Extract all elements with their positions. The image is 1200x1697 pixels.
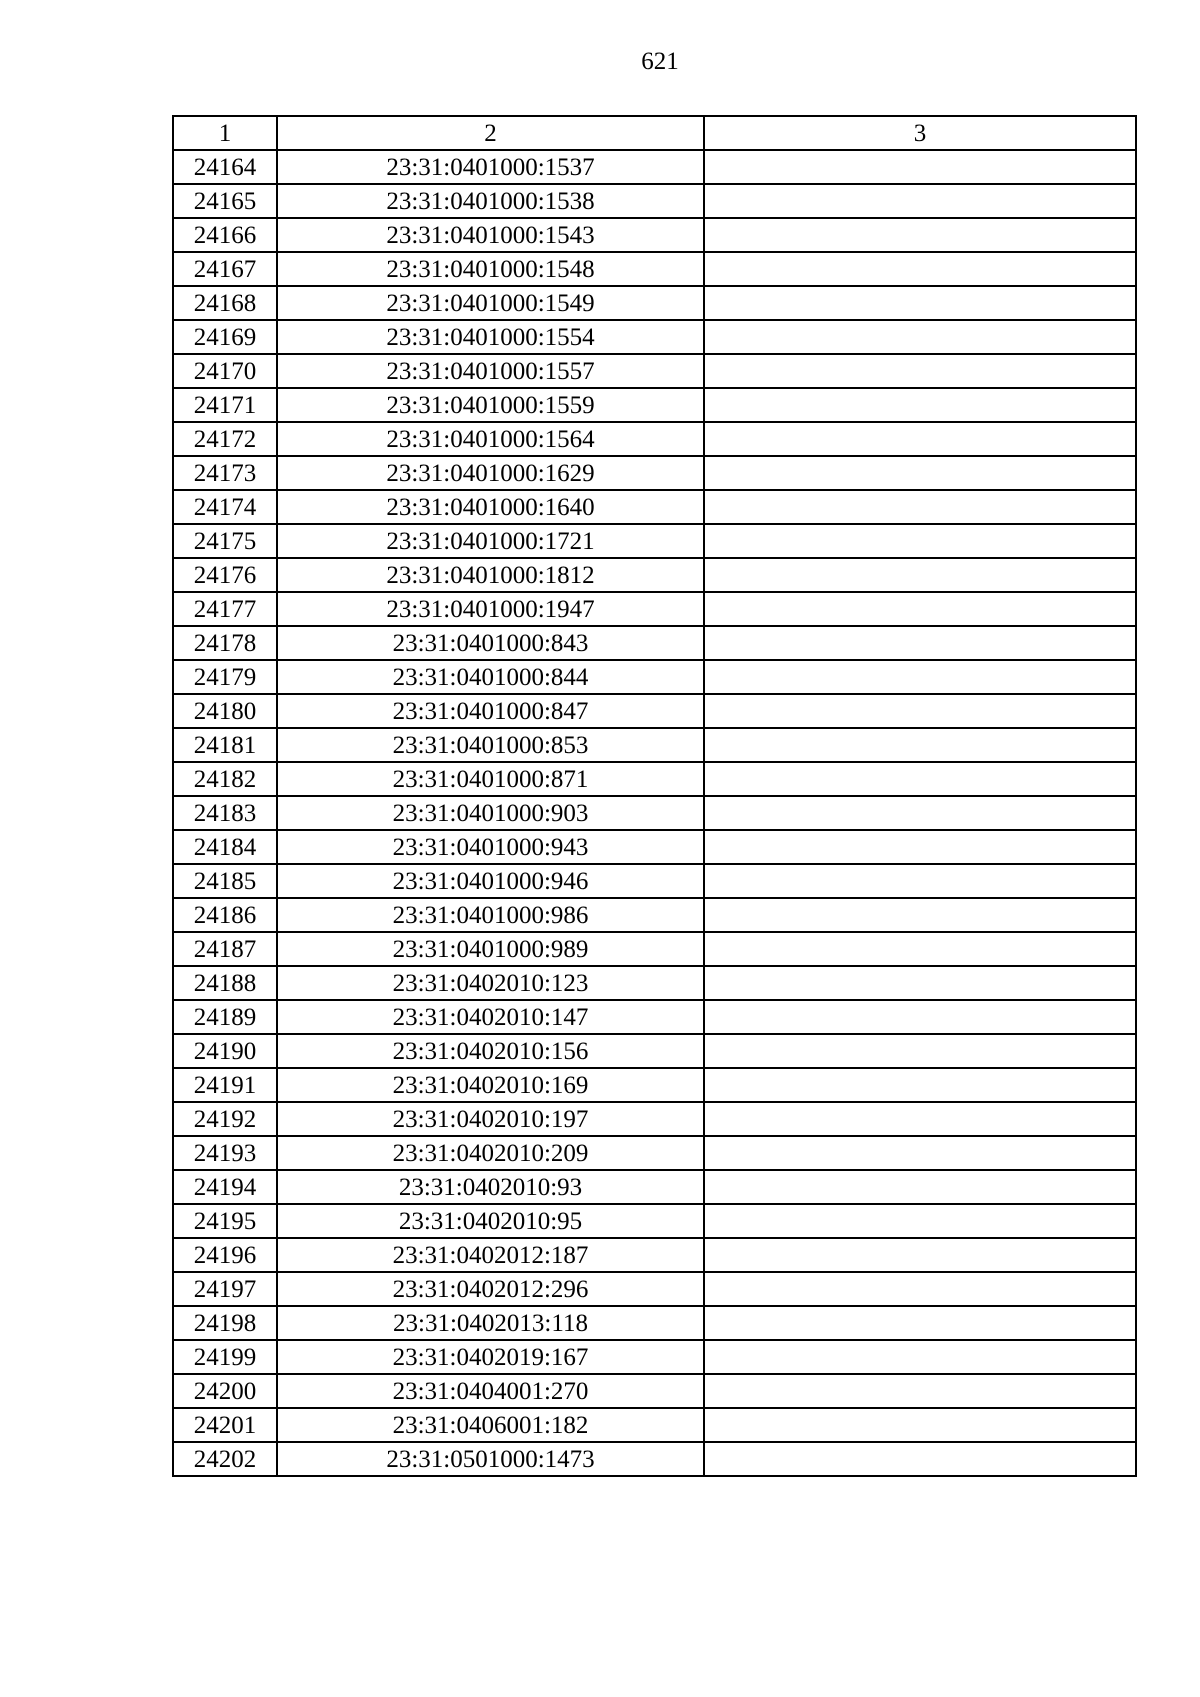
table-row <box>173 1306 1136 1340</box>
cadastral-number-cell: 23:31:0402010:169 <box>277 1068 704 1102</box>
note-cell <box>704 1408 1136 1442</box>
cadastral-number-cell: 23:31:0402010:123 <box>277 966 704 1000</box>
row-number-cell: 24201 <box>173 1408 277 1442</box>
table-row <box>173 1136 1136 1170</box>
table-row <box>173 694 1136 728</box>
row-number-cell: 24184 <box>173 830 277 864</box>
row-number-cell: 24183 <box>173 796 277 830</box>
row-number-cell: 24169 <box>173 320 277 354</box>
table-row <box>173 1034 1136 1068</box>
cadastral-number-cell: 23:31:0402010:147 <box>277 1000 704 1034</box>
row-number-cell: 24176 <box>173 558 277 592</box>
row-number-cell: 24165 <box>173 184 277 218</box>
row-number-cell: 24172 <box>173 422 277 456</box>
cadastral-number-cell: 23:31:0401000:1549 <box>277 286 704 320</box>
row-number-cell: 24189 <box>173 1000 277 1034</box>
row-number-cell: 24179 <box>173 660 277 694</box>
note-cell <box>704 252 1136 286</box>
cadastral-number-cell: 23:31:0402010:93 <box>277 1170 704 1204</box>
table-row <box>173 898 1136 932</box>
table-row <box>173 1068 1136 1102</box>
page-number: 621 <box>641 48 679 75</box>
cadastral-number-cell: 23:31:0406001:182 <box>277 1408 704 1442</box>
note-cell <box>704 762 1136 796</box>
note-cell <box>704 1272 1136 1306</box>
row-number-cell: 24178 <box>173 626 277 660</box>
row-number-cell: 24168 <box>173 286 277 320</box>
note-cell <box>704 490 1136 524</box>
cadastral-number-cell: 23:31:0401000:1537 <box>277 150 704 184</box>
note-cell <box>704 932 1136 966</box>
table-row <box>173 592 1136 626</box>
cadastral-number-cell: 23:31:0401000:1538 <box>277 184 704 218</box>
row-number-cell: 24173 <box>173 456 277 490</box>
row-number-cell: 24193 <box>173 1136 277 1170</box>
cadastral-number-cell: 23:31:0402019:167 <box>277 1340 704 1374</box>
row-number-cell: 24198 <box>173 1306 277 1340</box>
cadastral-number-cell: 23:31:0401000:853 <box>277 728 704 762</box>
table-row <box>173 320 1136 354</box>
row-number-cell: 24171 <box>173 388 277 422</box>
cadastral-number-cell: 23:31:0401000:847 <box>277 694 704 728</box>
note-cell <box>704 388 1136 422</box>
cadastral-number-cell: 23:31:0401000:1548 <box>277 252 704 286</box>
cadastral-number-cell: 23:31:0401000:871 <box>277 762 704 796</box>
cadastral-number-cell: 23:31:0401000:989 <box>277 932 704 966</box>
cadastral-number-cell: 23:31:0402012:187 <box>277 1238 704 1272</box>
table-row <box>173 626 1136 660</box>
row-number-cell: 24195 <box>173 1204 277 1238</box>
row-number-cell: 24190 <box>173 1034 277 1068</box>
table-row <box>173 1102 1136 1136</box>
table-row <box>173 286 1136 320</box>
note-cell <box>704 218 1136 252</box>
row-number-cell: 24181 <box>173 728 277 762</box>
cadastral-number-cell: 23:31:0402010:197 <box>277 1102 704 1136</box>
cadastral-number-cell: 23:31:0401000:1543 <box>277 218 704 252</box>
cadastral-number-cell: 23:31:0401000:844 <box>277 660 704 694</box>
table-row <box>173 354 1136 388</box>
cadastral-number-cell: 23:31:0401000:986 <box>277 898 704 932</box>
note-cell <box>704 1000 1136 1034</box>
cadastral-number-cell: 23:31:0402012:296 <box>277 1272 704 1306</box>
column-header-2: 2 <box>277 116 704 150</box>
cadastral-number-cell: 23:31:0401000:903 <box>277 796 704 830</box>
row-number-cell: 24182 <box>173 762 277 796</box>
table-row <box>173 388 1136 422</box>
note-cell <box>704 1170 1136 1204</box>
cadastral-number-cell: 23:31:0401000:1554 <box>277 320 704 354</box>
note-cell <box>704 660 1136 694</box>
note-cell <box>704 1102 1136 1136</box>
table-row <box>173 830 1136 864</box>
table-header-row <box>173 116 1136 150</box>
row-number-cell: 24187 <box>173 932 277 966</box>
column-header-1: 1 <box>173 116 277 150</box>
cadastral-number-cell: 23:31:0404001:270 <box>277 1374 704 1408</box>
table-row <box>173 1204 1136 1238</box>
table-row <box>173 490 1136 524</box>
table-row <box>173 1238 1136 1272</box>
note-cell <box>704 694 1136 728</box>
table-row <box>173 762 1136 796</box>
cadastral-number-cell: 23:31:0401000:1629 <box>277 456 704 490</box>
table-row <box>173 184 1136 218</box>
note-cell <box>704 1442 1136 1476</box>
row-number-cell: 24199 <box>173 1340 277 1374</box>
column-header-3: 3 <box>704 116 1136 150</box>
row-number-cell: 24170 <box>173 354 277 388</box>
note-cell <box>704 354 1136 388</box>
row-number-cell: 24185 <box>173 864 277 898</box>
cadastral-number-cell: 23:31:0402010:156 <box>277 1034 704 1068</box>
note-cell <box>704 422 1136 456</box>
cadastral-number-cell: 23:31:0401000:943 <box>277 830 704 864</box>
row-number-cell: 24175 <box>173 524 277 558</box>
note-cell <box>704 592 1136 626</box>
row-number-cell: 24174 <box>173 490 277 524</box>
table-row <box>173 1170 1136 1204</box>
note-cell <box>704 1306 1136 1340</box>
cadastral-number-cell: 23:31:0401000:1947 <box>277 592 704 626</box>
note-cell <box>704 728 1136 762</box>
table-row <box>173 558 1136 592</box>
cadastral-number-cell: 23:31:0401000:1564 <box>277 422 704 456</box>
note-cell <box>704 1068 1136 1102</box>
note-cell <box>704 1238 1136 1272</box>
table-row <box>173 728 1136 762</box>
row-number-cell: 24166 <box>173 218 277 252</box>
table-row <box>173 1340 1136 1374</box>
row-number-cell: 24164 <box>173 150 277 184</box>
table-row <box>173 524 1136 558</box>
cadastral-number-cell: 23:31:0401000:1640 <box>277 490 704 524</box>
note-cell <box>704 184 1136 218</box>
row-number-cell: 24197 <box>173 1272 277 1306</box>
table-row <box>173 1442 1136 1476</box>
table-row <box>173 218 1136 252</box>
note-cell <box>704 1034 1136 1068</box>
note-cell <box>704 150 1136 184</box>
table-row <box>173 1000 1136 1034</box>
note-cell <box>704 286 1136 320</box>
table-row <box>173 1408 1136 1442</box>
cadastral-number-cell: 23:31:0402013:118 <box>277 1306 704 1340</box>
note-cell <box>704 1136 1136 1170</box>
note-cell <box>704 830 1136 864</box>
table-row <box>173 1374 1136 1408</box>
table-body <box>173 150 1136 1476</box>
cadastral-number-cell: 23:31:0401000:1721 <box>277 524 704 558</box>
row-number-cell: 24202 <box>173 1442 277 1476</box>
row-number-cell: 24192 <box>173 1102 277 1136</box>
table-row <box>173 796 1136 830</box>
note-cell <box>704 558 1136 592</box>
note-cell <box>704 626 1136 660</box>
note-cell <box>704 456 1136 490</box>
cadastral-number-cell: 23:31:0401000:1557 <box>277 354 704 388</box>
table-row <box>173 932 1136 966</box>
table-row <box>173 422 1136 456</box>
row-number-cell: 24188 <box>173 966 277 1000</box>
note-cell <box>704 1340 1136 1374</box>
row-number-cell: 24180 <box>173 694 277 728</box>
row-number-cell: 24177 <box>173 592 277 626</box>
cadastral-number-cell: 23:31:0401000:946 <box>277 864 704 898</box>
note-cell <box>704 524 1136 558</box>
row-number-cell: 24167 <box>173 252 277 286</box>
cadastral-number-cell: 23:31:0402010:95 <box>277 1204 704 1238</box>
table-row <box>173 660 1136 694</box>
note-cell <box>704 1374 1136 1408</box>
cadastral-number-cell: 23:31:0401000:1812 <box>277 558 704 592</box>
cadastral-number-cell: 23:31:0402010:209 <box>277 1136 704 1170</box>
row-number-cell: 24194 <box>173 1170 277 1204</box>
registry-table <box>172 115 1137 1477</box>
table-row <box>173 1272 1136 1306</box>
note-cell <box>704 1204 1136 1238</box>
note-cell <box>704 796 1136 830</box>
row-number-cell: 24186 <box>173 898 277 932</box>
table-row <box>173 456 1136 490</box>
note-cell <box>704 864 1136 898</box>
cadastral-number-cell: 23:31:0501000:1473 <box>277 1442 704 1476</box>
row-number-cell: 24196 <box>173 1238 277 1272</box>
table-row <box>173 966 1136 1000</box>
row-number-cell: 24191 <box>173 1068 277 1102</box>
cadastral-number-cell: 23:31:0401000:1559 <box>277 388 704 422</box>
note-cell <box>704 320 1136 354</box>
table-row <box>173 252 1136 286</box>
note-cell <box>704 966 1136 1000</box>
table-row <box>173 864 1136 898</box>
cadastral-number-cell: 23:31:0401000:843 <box>277 626 704 660</box>
note-cell <box>704 898 1136 932</box>
table-row <box>173 150 1136 184</box>
row-number-cell: 24200 <box>173 1374 277 1408</box>
